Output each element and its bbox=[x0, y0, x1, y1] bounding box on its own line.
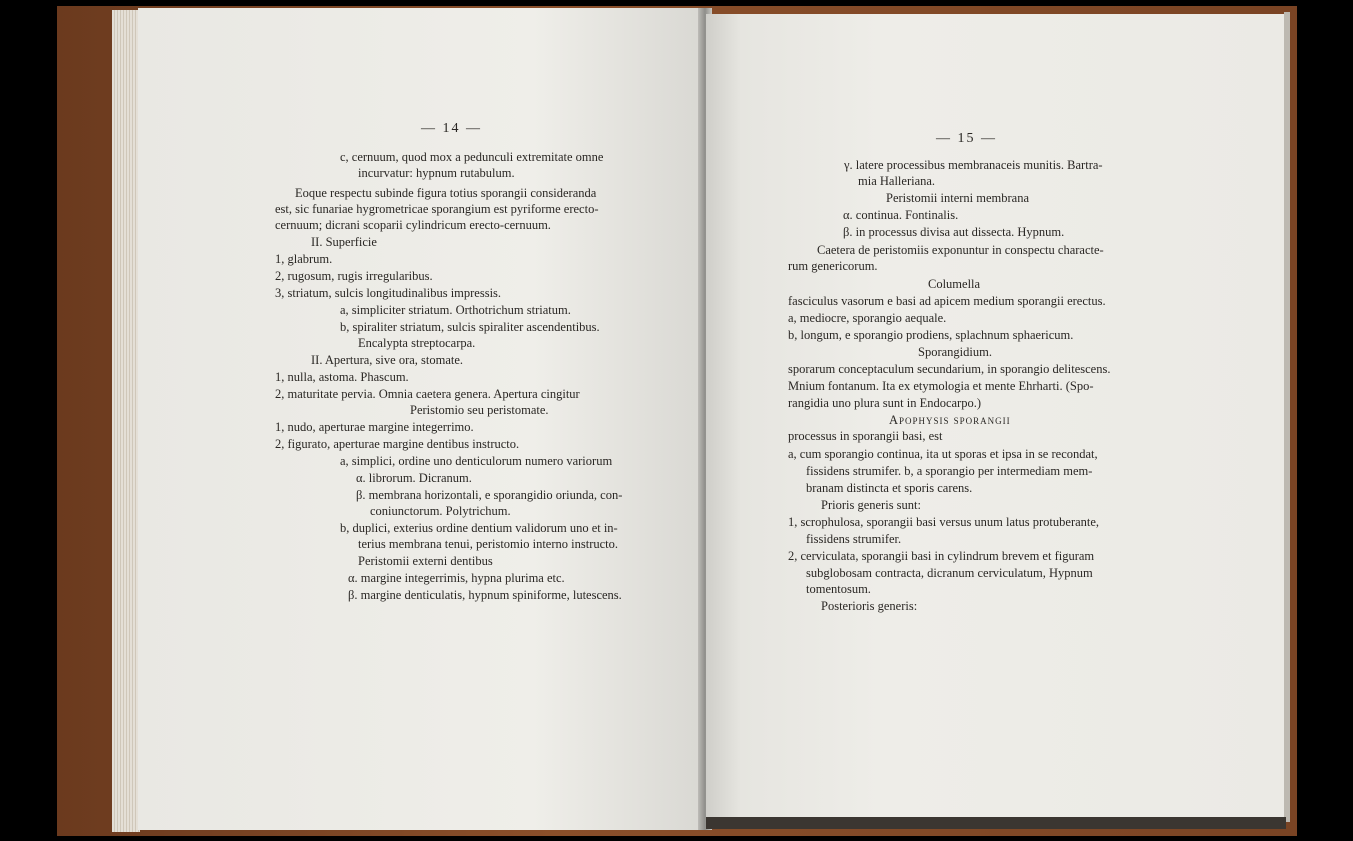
text-line: 2, figurato, aperturae margine dentibus instructo. bbox=[275, 437, 520, 451]
section-heading: Columella bbox=[928, 277, 981, 291]
text-line: Eoque respectu subinde figura totius sporangii consideranda bbox=[295, 186, 597, 200]
text-line: 1, glabrum. bbox=[275, 252, 333, 266]
text-line: 3, striatum, sulcis longitudinalibus impressis. bbox=[275, 286, 502, 300]
page-number: — 14 — bbox=[421, 121, 482, 136]
text-line: fissidens strumifer. b, a sporangio per intermediam mem- bbox=[806, 464, 1093, 478]
text-line: cernuum; dicrani scoparii cylindricum erecto-cernuum. bbox=[275, 218, 551, 232]
text-line: c, cernuum, quod mox a pedunculi extremitate omne bbox=[340, 150, 604, 164]
text-line: b, longum, e sporangio prodiens, splachnum sphaericum. bbox=[788, 328, 1074, 342]
page-number: — 15 — bbox=[936, 131, 997, 146]
text-line: Mnium fontanum. Ita ex etymologia et mente Ehrharti. (Spo- bbox=[788, 379, 1094, 393]
text-line: α. librorum. Dicranum. bbox=[356, 471, 472, 485]
text-line: 2, cerviculata, sporangii basi in cylindrum brevem et figuram bbox=[788, 549, 1095, 563]
text-line: sporarum conceptaculum secundarium, in sporangio delitescens. bbox=[788, 362, 1111, 376]
text-line: 1, nudo, aperturae margine integerrimo. bbox=[275, 420, 474, 434]
text-line: processus in sporangii basi, est bbox=[788, 429, 943, 443]
text-line: Peristomii interni membrana bbox=[886, 191, 1030, 205]
text-line: 1, nulla, astoma. Phascum. bbox=[275, 370, 409, 384]
left-page bbox=[138, 8, 704, 830]
text-line: b, duplici, exterius ordine dentium validorum uno et in- bbox=[340, 521, 618, 535]
text-line: a, mediocre, sporangio aequale. bbox=[788, 311, 947, 325]
section-heading: Sporangidium. bbox=[918, 345, 992, 359]
text-line: incurvatur: hypnum rutabulum. bbox=[358, 166, 515, 180]
text-line: tomentosum. bbox=[806, 582, 871, 596]
text-line: coniunctorum. Polytrichum. bbox=[370, 504, 511, 518]
text-line: 1, scrophulosa, sporangii basi versus unum latus protuberante, bbox=[788, 515, 1100, 529]
page-edge-bottom bbox=[706, 817, 1286, 829]
text-line: Peristomii externi dentibus bbox=[358, 554, 493, 568]
text-line: fasciculus vasorum e basi ad apicem medium sporangii erectus. bbox=[788, 294, 1106, 308]
text-line: β. in processus divisa aut dissecta. Hypnum. bbox=[843, 225, 1065, 239]
text-line: fissidens strumifer. bbox=[806, 532, 902, 546]
text-line: Prioris generis sunt: bbox=[821, 498, 921, 512]
text-line: β. membrana horizontali, e sporangidio oriunda, con- bbox=[356, 488, 623, 502]
text-line: a, simpliciter striatum. Orthotrichum striatum. bbox=[340, 303, 571, 317]
text-line: b, spiraliter striatum, sulcis spiraliter ascendentibus. bbox=[340, 320, 600, 334]
section-heading: II. Superficie bbox=[311, 235, 377, 249]
right-page bbox=[706, 14, 1284, 817]
section-heading: II. Apertura, sive ora, stomate. bbox=[311, 353, 464, 367]
text-line: Encalypta streptocarpa. bbox=[358, 336, 476, 350]
text-line: subglobosam contracta, dicranum cerviculatum, Hypnum bbox=[806, 566, 1093, 580]
text-line: γ. latere processibus membranaceis munitis. Bartra- bbox=[844, 158, 1103, 172]
text-line: rum genericorum. bbox=[788, 259, 878, 273]
section-heading: Apophysis sporangii bbox=[889, 413, 1011, 427]
text-line: β. margine denticulatis, hypnum spiniforme, lutescens. bbox=[348, 588, 622, 602]
page-edges bbox=[112, 10, 140, 832]
text-line: α. continua. Fontinalis. bbox=[843, 208, 959, 222]
text-line: Peristomio seu peristomate. bbox=[410, 403, 549, 417]
page-edge-right bbox=[1284, 12, 1290, 822]
text-line: est, sic funariae hygrometricae sporangium est pyriforme erecto- bbox=[275, 202, 599, 216]
text-line: mia Halleriana. bbox=[858, 174, 936, 188]
text-line: branam distincta et sporis carens. bbox=[806, 481, 973, 495]
text-line: a, cum sporangio continua, ita ut sporas et ipsa in se recondat, bbox=[788, 447, 1098, 461]
text-line: terius membrana tenui, peristomio interno instructo. bbox=[358, 537, 619, 551]
text-line: Posterioris generis: bbox=[821, 599, 918, 613]
text-line: rangidia uno plura sunt in Endocarpo.) bbox=[788, 396, 982, 410]
text-line: Caetera de peristomiis exponuntur in conspectu characte- bbox=[817, 243, 1104, 257]
text-line: a, simplici, ordine uno denticulorum numero variorum bbox=[340, 454, 613, 468]
text-line: 2, rugosum, rugis irregularibus. bbox=[275, 269, 433, 283]
text-line: 2, maturitate pervia. Omnia caetera genera. Apertura cingitur bbox=[275, 387, 580, 401]
text-line: α. margine integerrimis, hypna plurima etc. bbox=[348, 571, 565, 585]
